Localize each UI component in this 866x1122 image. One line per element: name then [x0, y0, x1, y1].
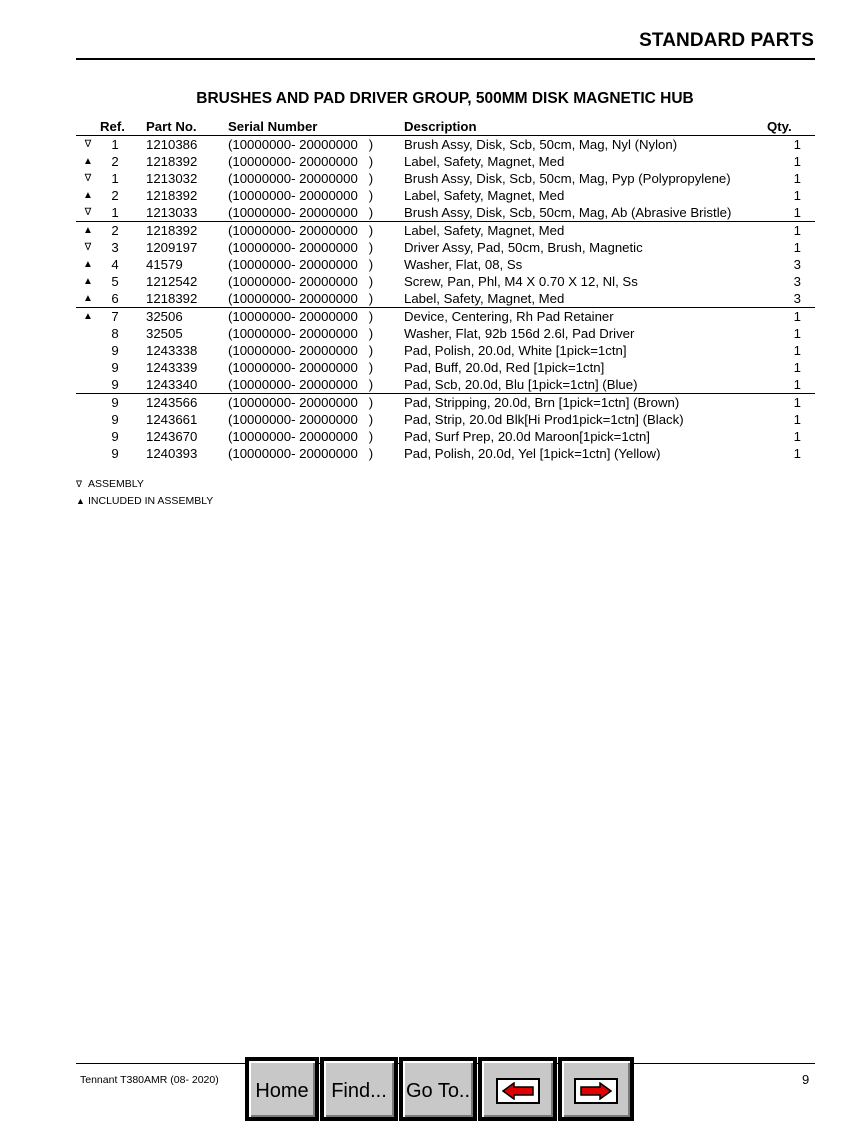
next-page-button[interactable]: [558, 1057, 634, 1121]
row-part-number: 1210386: [146, 137, 198, 152]
row-serial-range: (10000000- 20000000 ): [228, 326, 374, 341]
row-quantity: 1: [793, 137, 801, 152]
row-symbol-icon: [76, 445, 100, 462]
table-row: [76, 290, 815, 308]
row-part-number: 1243670: [146, 429, 198, 444]
table-row: [76, 204, 815, 222]
row-ref: 3: [111, 240, 119, 255]
find-button[interactable]: [320, 1057, 398, 1121]
row-description: Pad, Buff, 20.0d, Red [1pick=1ctn]: [404, 360, 605, 375]
row-quantity: 1: [793, 205, 801, 220]
row-symbol-icon: ▲: [76, 308, 100, 326]
row-ref: 6: [111, 291, 119, 306]
row-part-number: 32505: [146, 326, 183, 341]
included-symbol-icon: ▲: [76, 496, 85, 506]
red-left-arrow-icon: [502, 1082, 534, 1100]
header-divider: [76, 58, 815, 60]
table-row: [76, 394, 815, 412]
row-description: Label, Safety, Magnet, Med: [404, 222, 767, 240]
row-quantity: 1: [793, 446, 801, 461]
row-serial-range: (10000000- 20000000 ): [228, 240, 374, 255]
row-quantity: 1: [793, 412, 801, 427]
row-description: Pad, Polish, 20.0d, White [1pick=1ctn]: [404, 343, 627, 358]
row-serial-range: (10000000- 20000000 ): [228, 222, 404, 240]
row-description: Pad, Strip, 20.0d Blk[Hi Prod1pick=1ctn] (Black): [404, 412, 684, 427]
previous-page-arrow-box: [496, 1078, 540, 1104]
go-to-button-label: Go To..: [405, 1079, 471, 1102]
row-quantity: 3: [793, 291, 801, 306]
row-serial-range: (10000000- 20000000 ): [228, 137, 374, 152]
row-ref: 4: [111, 257, 119, 272]
row-symbol-icon: ∇: [84, 242, 92, 253]
row-ref: 9: [111, 360, 119, 375]
footer-document-id: Tennant T380AMR (08- 2020): [80, 1074, 219, 1086]
row-ref: 2: [111, 188, 119, 203]
row-serial-range: (10000000- 20000000 ): [228, 274, 374, 289]
row-ref: 1: [111, 205, 119, 220]
red-right-arrow-icon: [580, 1082, 612, 1100]
find-button-label: Find...: [331, 1079, 387, 1102]
row-symbol-icon: ▲: [83, 259, 93, 270]
row-symbol-icon: [76, 394, 100, 412]
row-ref: 7: [100, 308, 130, 326]
table-row: [76, 411, 815, 428]
row-serial-range: (10000000- 20000000 ): [228, 343, 374, 358]
row-symbol-icon: [76, 428, 100, 445]
row-quantity: 1: [793, 377, 801, 392]
row-description: Pad, Stripping, 20.0d, Brn [1pick=1ctn] (Brown): [404, 394, 767, 412]
row-quantity: 1: [793, 429, 801, 444]
row-part-number: 1218392: [146, 291, 198, 306]
row-symbol-icon: [76, 376, 100, 394]
legend-included: [76, 495, 213, 507]
row-symbol-icon: ▲: [83, 156, 93, 167]
row-symbol-icon: ∇: [84, 139, 92, 150]
row-serial-range: (10000000- 20000000 ): [228, 360, 374, 375]
table-row: [76, 187, 815, 204]
table-row: [76, 445, 815, 462]
symbol-column-header: [76, 118, 100, 136]
row-serial-range: (10000000- 20000000 ): [228, 308, 404, 326]
row-quantity: 1: [793, 343, 801, 358]
row-description: Label, Safety, Magnet, Med: [404, 154, 565, 169]
row-quantity: 1: [793, 154, 801, 169]
row-part-number: 1243338: [146, 343, 198, 358]
row-description: Pad, Surf Prep, 20.0d Maroon[1pick=1ctn]: [404, 429, 650, 444]
row-part-number: 1209197: [146, 240, 198, 255]
home-button-label: Home: [255, 1079, 309, 1102]
row-quantity: 1: [793, 326, 801, 341]
row-description: Driver Assy, Pad, 50cm, Brush, Magnetic: [404, 240, 643, 255]
row-part-number: 1243566: [130, 394, 228, 412]
row-part-number: 1213032: [146, 171, 198, 186]
row-ref: 9: [111, 377, 119, 392]
table-row: [76, 222, 815, 240]
row-serial-range: (10000000- 20000000 ): [228, 257, 374, 272]
row-ref: 1: [111, 171, 119, 186]
row-part-number: 1243661: [146, 412, 198, 427]
qty-column-header: Qty.: [767, 118, 815, 136]
row-serial-range: (10000000- 20000000 ): [228, 188, 374, 203]
next-page-arrow-box: [574, 1078, 618, 1104]
row-symbol-icon: ∇: [84, 207, 92, 218]
row-serial-range: (10000000- 20000000 ): [228, 394, 404, 412]
row-serial-range: (10000000- 20000000 ): [228, 154, 374, 169]
page-number: 9: [802, 1072, 810, 1087]
table-row: [76, 325, 815, 342]
row-serial-range: (10000000- 20000000 ): [228, 205, 374, 220]
table-row: [76, 342, 815, 359]
row-description: Washer, Flat, 08, Ss: [404, 257, 523, 272]
row-symbol-icon: [76, 342, 100, 359]
row-symbol-icon: [76, 411, 100, 428]
row-description: Label, Safety, Magnet, Med: [404, 291, 565, 306]
row-symbol-icon: ▲: [83, 276, 93, 287]
table-row: [76, 273, 815, 290]
row-serial-range: (10000000- 20000000 ): [228, 291, 374, 306]
previous-page-button[interactable]: [478, 1057, 557, 1121]
row-quantity: 1: [767, 308, 815, 326]
table-row: [76, 136, 815, 154]
row-part-number: 1218392: [146, 188, 198, 203]
row-description: Pad, Scb, 20.0d, Blu [1pick=1ctn] (Blue): [404, 377, 638, 392]
row-serial-range: (10000000- 20000000 ): [228, 446, 374, 461]
serial-column-header: Serial Number: [228, 118, 404, 136]
table-row: [76, 170, 815, 187]
table-row: [76, 376, 815, 394]
parts-table-body: [76, 136, 815, 463]
table-row: [76, 256, 815, 273]
group-title: BRUSHES AND PAD DRIVER GROUP, 500MM DISK MAGNETIC HUB: [196, 90, 694, 107]
row-quantity: 1: [767, 394, 815, 412]
row-symbol-icon: ▲: [83, 190, 93, 201]
row-ref: 9: [100, 394, 130, 412]
row-description: Brush Assy, Disk, Scb, 50cm, Mag, Nyl (Nylon): [404, 137, 678, 152]
row-description: Pad, Polish, 20.0d, Yel [1pick=1ctn] (Yellow): [404, 446, 661, 461]
row-quantity: 1: [767, 222, 815, 240]
row-description: Brush Assy, Disk, Scb, 50cm, Mag, Pyp (Polypropylene): [404, 171, 731, 186]
row-description: Label, Safety, Magnet, Med: [404, 188, 565, 203]
table-row: [76, 428, 815, 445]
page-header-title: STANDARD PARTS: [639, 30, 814, 51]
row-quantity: 1: [793, 240, 801, 255]
row-part-number: 32506: [130, 308, 228, 326]
row-symbol-icon: ▲: [76, 222, 100, 240]
table-row: [76, 308, 815, 326]
home-button[interactable]: [245, 1057, 319, 1121]
row-ref: 9: [111, 429, 119, 444]
row-ref: 2: [111, 154, 119, 169]
description-column-header: Description: [404, 118, 767, 136]
row-description: Device, Centering, Rh Pad Retainer: [404, 308, 767, 326]
parts-table: [76, 118, 815, 462]
row-serial-range: (10000000- 20000000 ): [228, 412, 374, 427]
row-symbol-icon: ▲: [83, 293, 93, 304]
row-part-number: 41579: [146, 257, 183, 272]
row-serial-range: (10000000- 20000000 ): [228, 171, 374, 186]
row-ref: 9: [111, 412, 119, 427]
row-ref: 1: [111, 137, 119, 152]
row-ref: 9: [111, 343, 119, 358]
legend-assembly: [76, 478, 144, 490]
row-part-number: 1243340: [146, 377, 198, 392]
row-part-number: 1243339: [146, 360, 198, 375]
assembly-symbol-icon: ∇: [76, 479, 83, 489]
row-part-number: 1213033: [146, 205, 198, 220]
row-part-number: 1218392: [130, 222, 228, 240]
row-symbol-icon: ∇: [84, 173, 92, 184]
row-symbol-icon: [76, 325, 100, 342]
row-ref: 9: [111, 446, 119, 461]
row-quantity: 3: [793, 257, 801, 272]
row-part-number: 1218392: [146, 154, 198, 169]
go-to-button[interactable]: [399, 1057, 477, 1121]
part-no-column-header: Part No.: [130, 118, 228, 136]
row-quantity: 1: [793, 171, 801, 186]
row-quantity: 1: [793, 360, 801, 375]
row-description: Washer, Flat, 92b 156d 2.6l, Pad Driver: [404, 326, 635, 341]
row-quantity: 3: [793, 274, 801, 289]
row-quantity: 1: [793, 188, 801, 203]
row-part-number: 1240393: [146, 446, 198, 461]
row-serial-range: (10000000- 20000000 ): [228, 377, 374, 392]
row-part-number: 1212542: [146, 274, 198, 289]
row-description: Brush Assy, Disk, Scb, 50cm, Mag, Ab (Abrasive Bristle): [404, 205, 732, 220]
table-row: [76, 239, 815, 256]
row-description: Screw, Pan, Phl, M4 X 0.70 X 12, Nl, Ss: [404, 274, 638, 289]
table-row: [76, 359, 815, 376]
row-ref: 5: [111, 274, 119, 289]
row-symbol-icon: [76, 359, 100, 376]
row-ref: 8: [111, 326, 119, 341]
row-ref: 2: [100, 222, 130, 240]
row-serial-range: (10000000- 20000000 ): [228, 429, 374, 444]
legend-included-label: INCLUDED IN ASSEMBLY: [88, 495, 214, 507]
legend-assembly-label: ASSEMBLY: [88, 478, 144, 490]
ref-column-header: Ref.: [100, 118, 130, 136]
table-row: [76, 153, 815, 170]
parts-table-header: [76, 118, 815, 136]
